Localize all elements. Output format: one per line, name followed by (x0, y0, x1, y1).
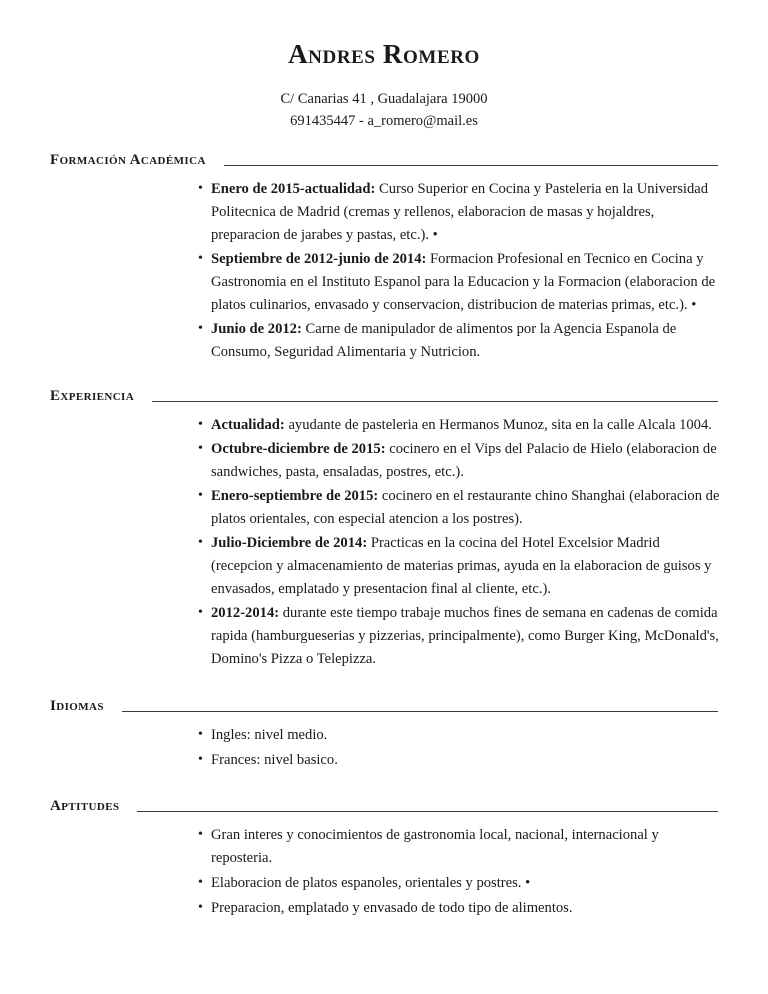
list-item (198, 414, 720, 437)
list-item-text: Carne de manipulador de alimentos por la Agencia Espanola de Consumo, Seguridad Alimentaria y Nutricion. (211, 320, 677, 360)
list-item (198, 749, 720, 772)
list-item (198, 318, 720, 364)
list-item (198, 485, 720, 531)
list-item-label: Actualidad: (211, 417, 285, 433)
list-item-text: Curso Superior en Cocina y Pasteleria en la Universidad Politecnica de Madrid (cremas y rellenos, elaboracion de masas y hojaldres, preparacion de jarabes y pastas, etc.). • (211, 180, 709, 243)
section-aptitudes (0, 798, 768, 920)
list-item-text: Elaboracion de platos espanoles, orientales y postres. • (211, 874, 531, 891)
list-item-label: Octubre-diciembre de 2015: (211, 441, 386, 458)
list-item-text: Frances: nivel basico. (211, 751, 338, 768)
resume-header (0, 0, 768, 133)
list-item-text: Practicas en la cocina del Hotel Excelsior Madrid (recepcion y almacenamiento de materias primas, ayuda en la elaboracion de guisos y envasados, emplatado y presentacion final al cliente, etc.). (211, 535, 712, 598)
list-item (198, 248, 720, 317)
contact-phone-email: 691435447 - a_romero@mail.es (290, 113, 478, 130)
list-item-text: Preparacion, emplatado y envasado de todo tipo de alimentos. (211, 899, 573, 916)
section-title-experiencia: Experiencia (50, 388, 135, 404)
section-header-formacion (0, 152, 768, 169)
list-item-text: Ingles: nivel medio. (211, 726, 328, 743)
resume-sections (0, 152, 768, 920)
section-header-idiomas (0, 698, 768, 715)
candidate-name: Andres Romero (288, 39, 480, 69)
list-item-label: Enero de 2015-actualidad: (211, 180, 376, 197)
list-item-label: Enero-septiembre de 2015: (211, 488, 379, 505)
bullet-list-aptitudes (0, 824, 768, 920)
list-item-label: 2012-2014: (211, 605, 280, 622)
list-item-text: cocinero en el Vips del Palacio de Hielo (elaboracion de sandwiches, pasta, ensaladas, postres, etc.). (211, 441, 717, 481)
bullet-list-idiomas (0, 724, 768, 772)
list-item (198, 872, 720, 895)
list-item-label: Junio de 2012: (211, 320, 302, 337)
section-rule-experiencia (152, 401, 718, 402)
section-idiomas (0, 698, 768, 772)
contact-block (0, 88, 768, 133)
list-item (198, 897, 720, 920)
list-item (198, 602, 720, 671)
list-item-text: Gran interes y conocimientos de gastronomia local, nacional, internacional y reposteria. (211, 826, 659, 866)
section-title-aptitudes: Aptitudes (50, 797, 120, 814)
list-item (198, 438, 720, 484)
contact-address: C/ Canarias 41 , Guadalajara 19000 (280, 90, 488, 107)
section-title-idiomas: Idiomas (50, 697, 104, 714)
section-header-experiencia (0, 388, 768, 405)
section-rule-formacion (224, 165, 718, 166)
list-item (198, 178, 720, 247)
section-rule-idiomas (122, 711, 718, 712)
section-experiencia (0, 388, 768, 672)
list-item-text: durante este tiempo trabaje muchos fines de semana en cadenas de comida rapida (hamburgueserias y pizzerias, principalmente), como Burger King, McDonald's, Domino's Pizza o Telepizza. (211, 605, 719, 668)
section-header-aptitudes (0, 798, 768, 815)
list-item-text: cocinero en el restaurante chino Shanghai (elaboracion de platos orientales, con especial atencion a los postres). (211, 488, 720, 528)
section-rule-aptitudes (137, 811, 718, 812)
bullet-list-formacion (0, 178, 768, 364)
section-formacion (0, 152, 768, 364)
list-item-label: Julio-Diciembre de 2014: (211, 535, 368, 552)
list-item (198, 532, 720, 601)
bullet-list-experiencia (0, 414, 768, 672)
list-item-text: ayudante de pasteleria en Hermanos Munoz, sita en la calle Alcala 1004. (284, 417, 712, 433)
list-item (198, 824, 720, 870)
list-item (198, 724, 720, 747)
list-item-label: Septiembre de 2012-junio de 2014: (211, 250, 427, 267)
section-title-formacion: Formación Académica (50, 151, 206, 168)
list-item-text: Formacion Profesional en Tecnico en Cocina y Gastronomia en el Instituto Espanol para la Educacion y la Formacion (elaboracion de platos culinarios, envasado y conservacion, distribucion de materias primas, etc.). • (211, 250, 716, 313)
